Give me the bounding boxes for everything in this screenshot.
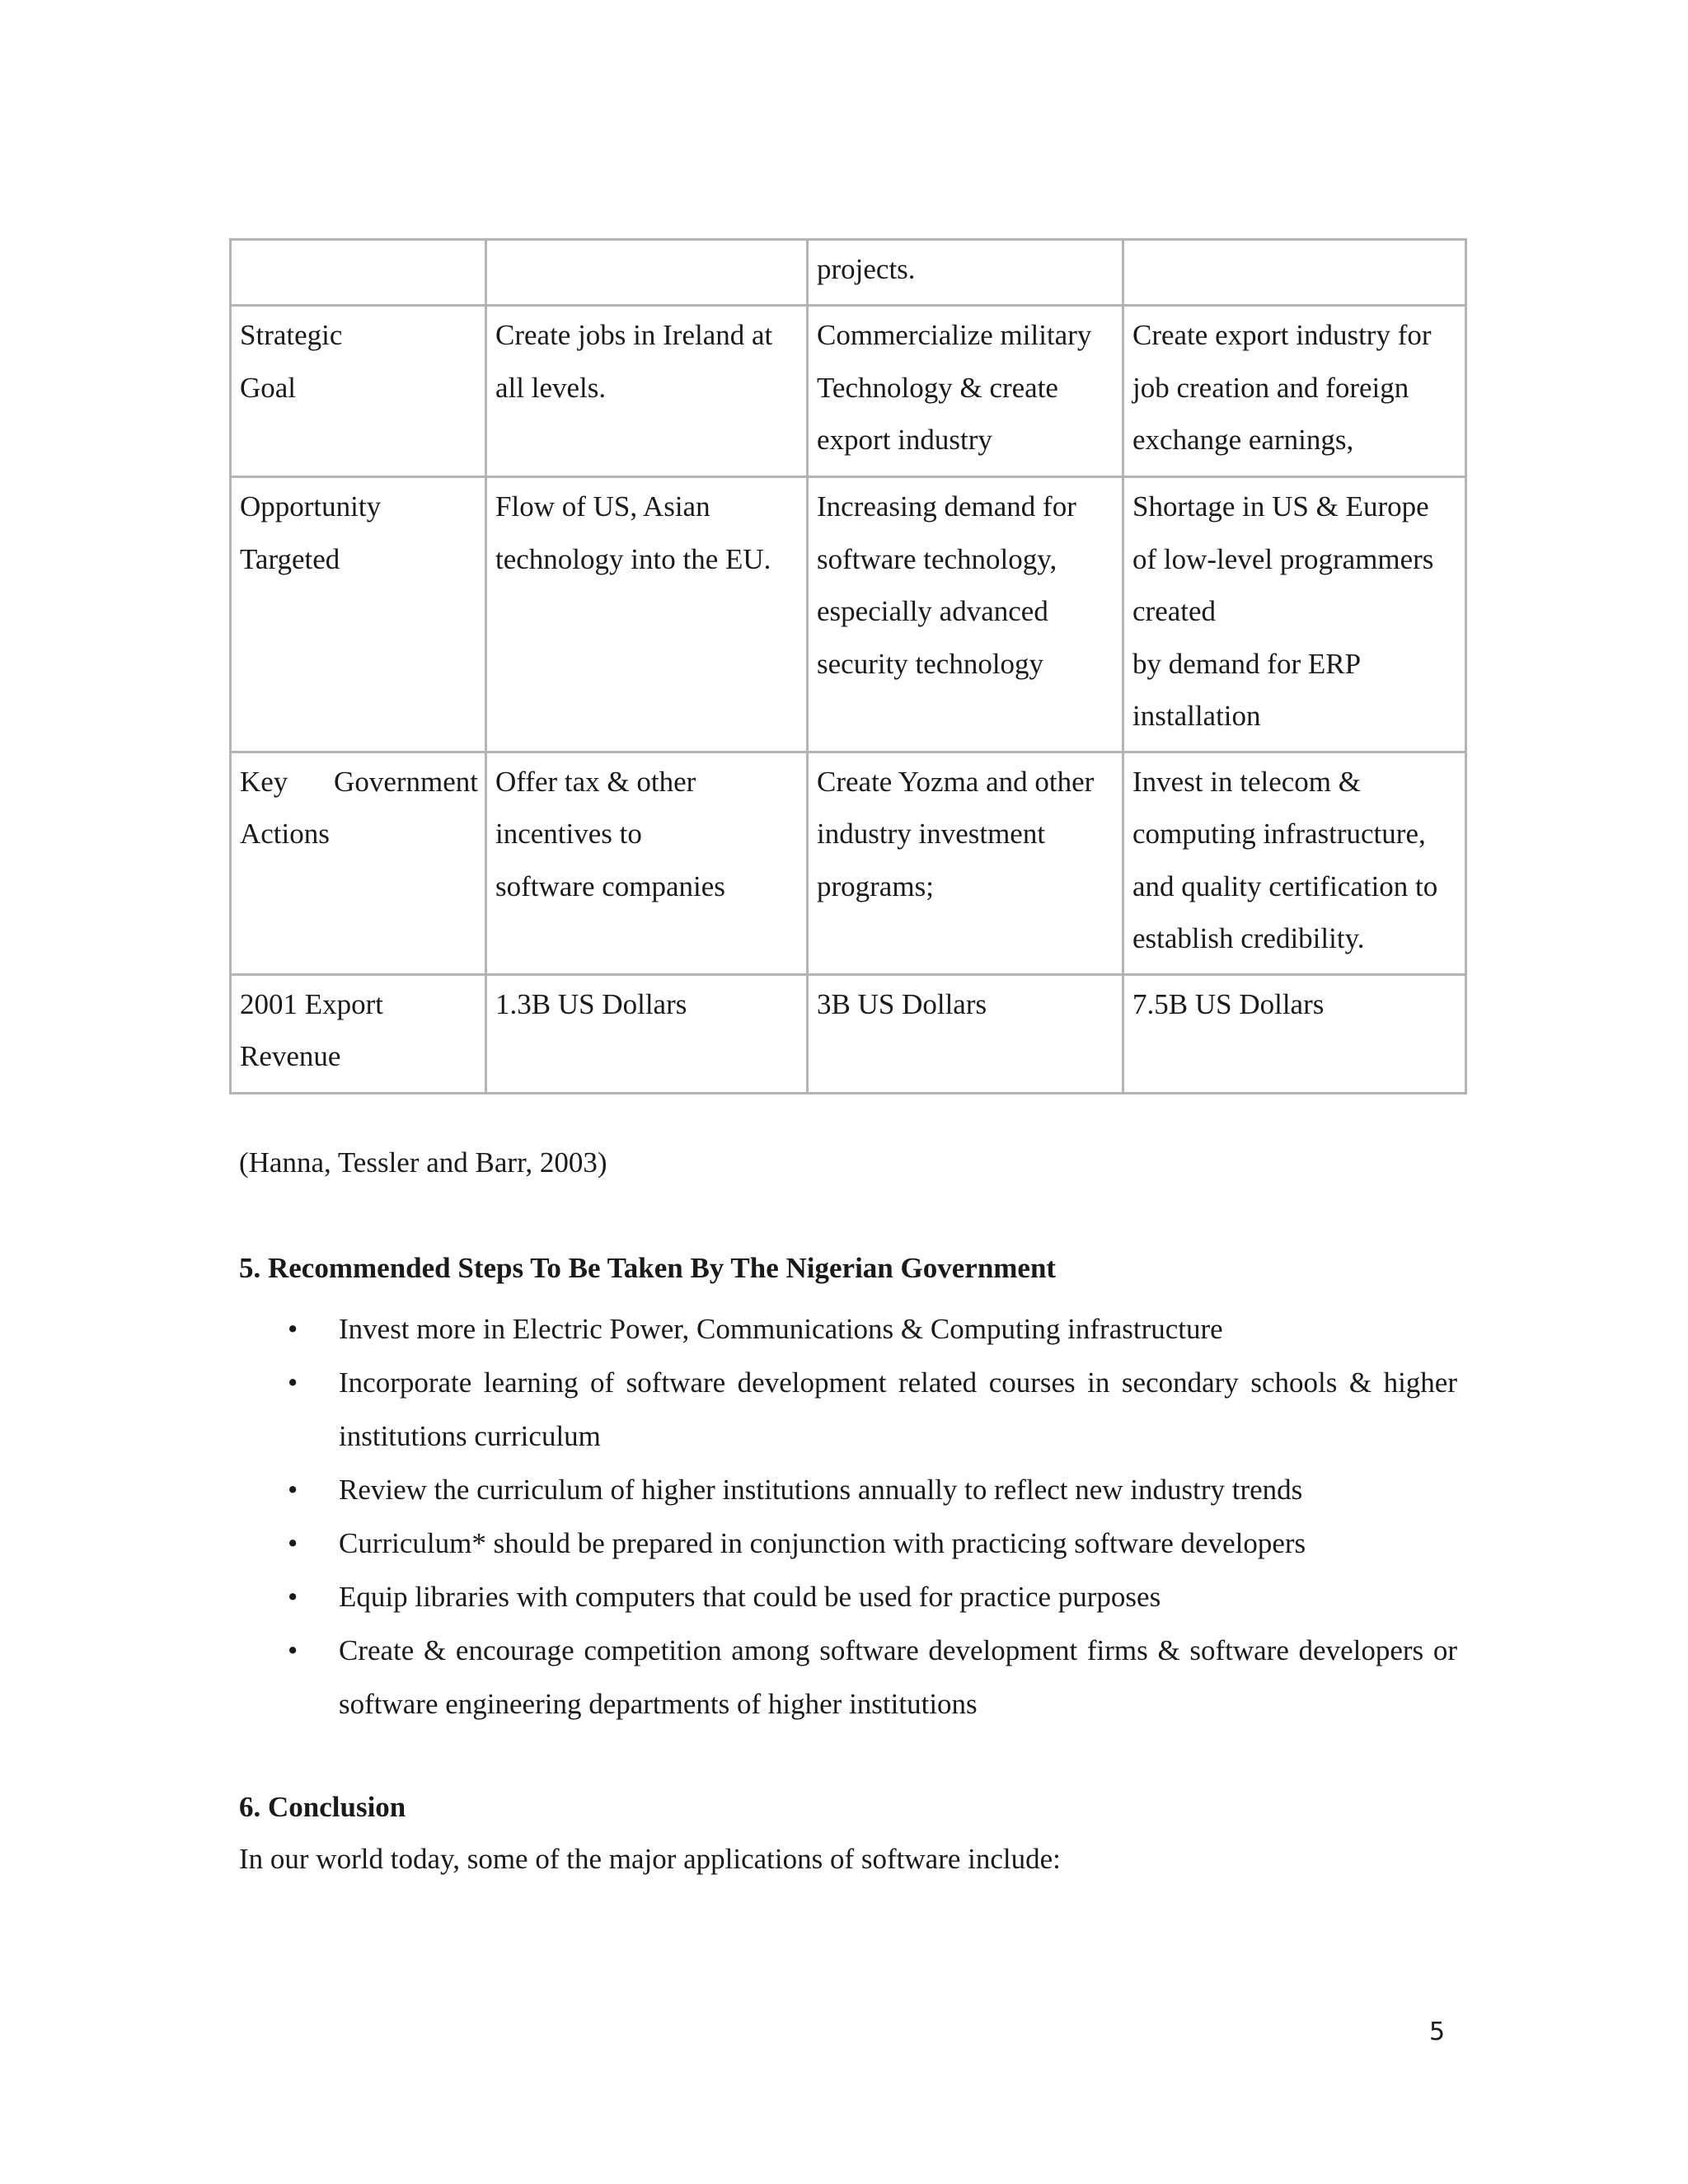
table-cell: 7.5B US Dollars xyxy=(1123,974,1466,1093)
table-row xyxy=(231,974,1466,1093)
list-item: • Create & encourage competition among software development firms & software developers or software engineering departments of higher institutions xyxy=(239,1624,1457,1731)
table-cell: Key Government Actions xyxy=(231,752,486,974)
list-item: • Curriculum* should be prepared in conjunction with practicing software developers xyxy=(239,1516,1457,1570)
bullet-icon: • xyxy=(288,1527,298,1559)
table-cell: Shortage in US & Europe of low-level programmers created by demand for ERP installation xyxy=(1123,477,1466,752)
table-cell: projects. xyxy=(808,240,1123,306)
table-cell: Increasing demand for software technology, especially advanced security technology xyxy=(808,477,1123,752)
bullet-icon: • xyxy=(288,1581,298,1613)
table-row xyxy=(231,306,1466,477)
table-cell: Opportunity Targeted xyxy=(231,477,486,752)
conclusion-paragraph: In our world today, some of the major applications of software include: xyxy=(239,1843,1061,1875)
table-cell xyxy=(486,240,808,306)
bullet-icon: • xyxy=(288,1313,298,1345)
table-row xyxy=(231,752,1466,974)
recommendations-list xyxy=(239,1302,1457,1731)
list-item: • Invest more in Electric Power, Communications & Computing infrastructure xyxy=(239,1302,1457,1356)
table-citation: (Hanna, Tessler and Barr, 2003) xyxy=(239,1146,607,1179)
list-item: • Incorporate learning of software development related courses in secondary schools & higher institutions curriculum xyxy=(239,1356,1457,1463)
bullet-icon: • xyxy=(288,1366,298,1399)
table-cell: Offer tax & other incentives to software companies xyxy=(486,752,808,974)
table-cell: 1.3B US Dollars xyxy=(486,974,808,1093)
table-row xyxy=(231,240,1466,306)
table-cell: Create Yozma and other industry investment programs; xyxy=(808,752,1123,974)
table-cell: Strategic Goal xyxy=(231,306,486,477)
comparison-table xyxy=(229,238,1467,1094)
recommendations-heading: 5. Recommended Steps To Be Taken By The Nigerian Government xyxy=(239,1252,1057,1284)
table-cell: Commercialize military Technology & create export industry xyxy=(808,306,1123,477)
table-cell: Create jobs in Ireland at all levels. xyxy=(486,306,808,477)
bullet-icon: • xyxy=(288,1634,298,1666)
table-cell: 3B US Dollars xyxy=(808,974,1123,1093)
table-cell: Create export industry for job creation and foreign exchange earnings, xyxy=(1123,306,1466,477)
table-cell: Invest in telecom & computing infrastructure, and quality certification to establish credibility. xyxy=(1123,752,1466,974)
page-number: 5 xyxy=(1429,2018,1446,2046)
list-item: • Equip libraries with computers that could be used for practice purposes xyxy=(239,1570,1457,1624)
conclusion-heading: 6. Conclusion xyxy=(239,1791,406,1823)
table-cell xyxy=(231,240,486,306)
table-cell: Flow of US, Asian technology into the EU. xyxy=(486,477,808,752)
table-cell xyxy=(1123,240,1466,306)
list-item: • Review the curriculum of higher institutions annually to reflect new industry trends xyxy=(239,1463,1457,1516)
table-row xyxy=(231,477,1466,752)
table-cell: 2001 Export Revenue xyxy=(231,974,486,1093)
bullet-icon: • xyxy=(288,1474,298,1506)
